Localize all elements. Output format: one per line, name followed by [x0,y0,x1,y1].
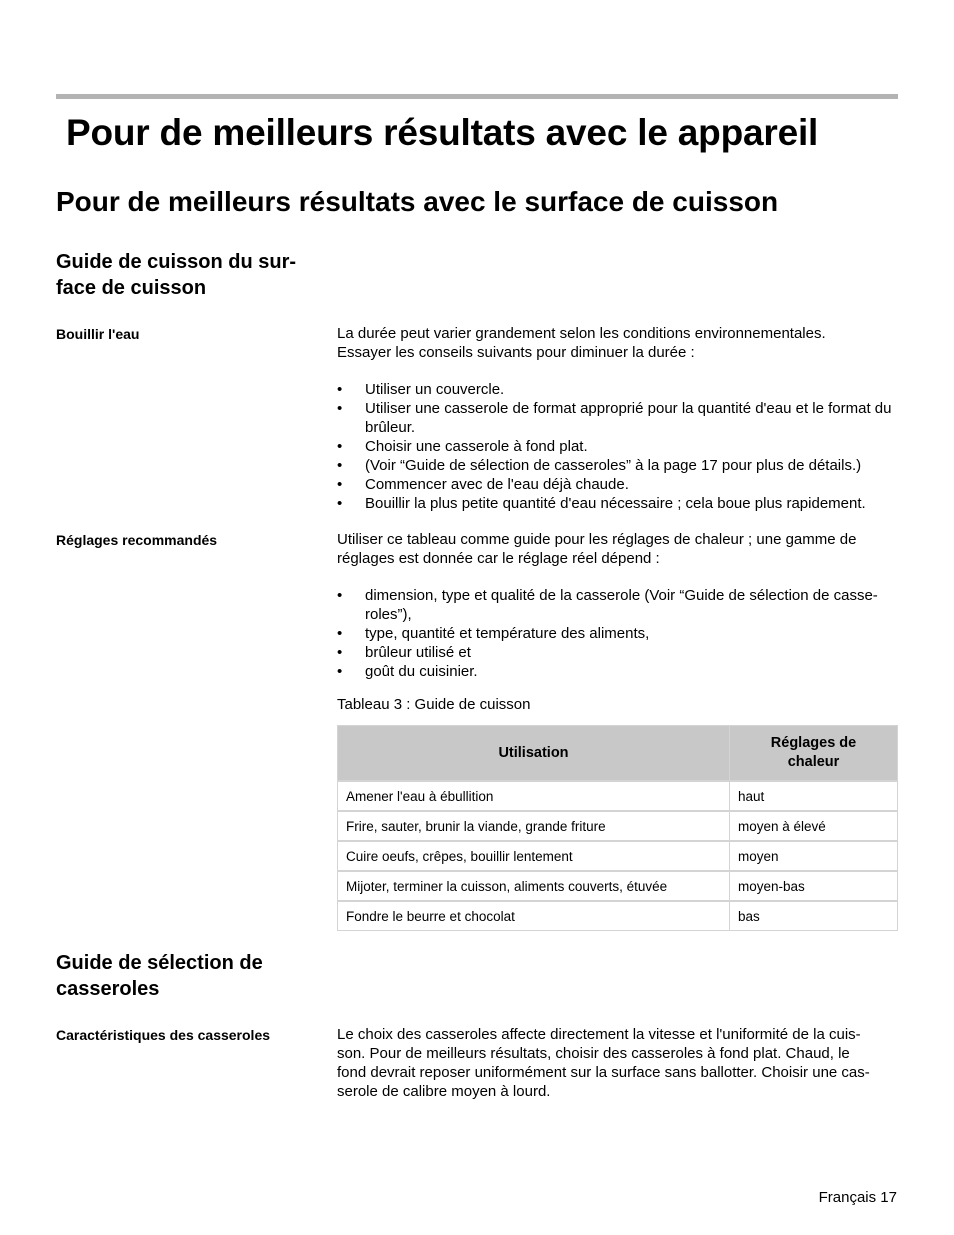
reglages-intro-line: Utiliser ce tableau comme guide pour les réglages de chaleur ; une gamme de [337,531,857,548]
table-row [338,841,898,871]
section-title: Pour de meilleurs résultats avec le surface de cuisson [56,186,779,217]
cooking-guide-table [337,725,898,931]
list-item: • Commencer avec de l'eau déjà chaude. [337,475,899,494]
reglages-intro-line: réglages est donnée car le réglage réel dépend : [337,550,660,567]
list-item: • type, quantité et température des aliments, [337,624,899,643]
cell-heat: moyen-bas [730,871,898,901]
list-item: • (Voir “Guide de sélection de casseroles” à la page 17 pour plus de détails.) [337,456,899,475]
heading-line: Guide de cuisson du sur- [56,251,297,273]
list-item: • Utiliser un couvercle. [337,380,899,399]
list-item: • Choisir une casserole à fond plat. [337,437,899,456]
table-row [338,781,898,811]
paragraph-line: fond devrait reposer uniformément sur la surface sans ballotter. Choisir une cas- [337,1064,870,1081]
table-row [338,871,898,901]
list-item: • Utiliser une casserole de format approprié pour la quantité d'eau et le format du brûleur. [337,399,899,437]
table-header-row [338,726,898,782]
table-row [338,811,898,841]
bouillir-list [337,380,899,513]
paragraph-line: serole de calibre moyen à lourd. [337,1083,551,1100]
cell-use: Mijoter, terminer la cuisson, aliments couverts, étuvée [338,871,730,901]
cell-use: Frire, sauter, brunir la viande, grande friture [338,811,730,841]
page-footer: Français 17 [818,1189,897,1206]
title-rule [56,94,898,99]
list-item: • goût du cuisinier. [337,662,899,681]
bouillir-intro-line: La durée peut varier grandement selon les conditions environnementales. [337,325,826,342]
col-header-utilisation: Utilisation [338,726,730,782]
page-title: Pour de meilleurs résultats avec le appareil [66,112,819,153]
cell-heat: moyen [730,841,898,871]
list-item: • dimension, type et qualité de la casserole (Voir “Guide de sélection de casse-roles”), [337,586,899,624]
paragraph-line: son. Pour de meilleurs résultats, choisir des casseroles à fond plat. Chaud, le [337,1045,850,1062]
cell-heat: haut [730,781,898,811]
table-caption: Tableau 3 : Guide de cuisson [337,696,531,713]
heading-line: casseroles [56,978,160,1000]
heading-line: face de cuisson [56,277,207,299]
table-row [338,901,898,931]
label-bouillir: Bouillir l'eau [56,326,140,342]
cell-heat: moyen à élevé [730,811,898,841]
cell-use: Fondre le beurre et chocolat [338,901,730,931]
cell-heat: bas [730,901,898,931]
list-item: • brûleur utilisé et [337,643,899,662]
bouillir-content [337,324,899,513]
paragraph-line: Le choix des casseroles affecte directement la vitesse et l'uniformité de la cuis- [337,1026,861,1043]
cell-use: Amener l'eau à ébullition [338,781,730,811]
col-header-line: Réglages de [770,735,857,751]
reglages-content [337,530,899,681]
heading-guide-cuisson [56,249,326,301]
heading-line: Guide de sélection de [56,952,263,974]
reglages-list [337,586,899,681]
col-header-reglages [730,726,898,782]
label-reglages: Réglages recommandés [56,532,218,548]
col-header-line: chaleur [787,754,840,770]
caracteristiques-content [337,1025,899,1101]
label-caracteristiques: Caractéristiques des casseroles [56,1027,271,1043]
bouillir-intro-line: Essayer les conseils suivants pour diminuer la durée : [337,344,695,361]
heading-guide-selection [56,950,326,1002]
cell-use: Cuire oeufs, crêpes, bouillir lentement [338,841,730,871]
list-item: • Bouillir la plus petite quantité d'eau nécessaire ; cela boue plus rapidement. [337,494,899,513]
